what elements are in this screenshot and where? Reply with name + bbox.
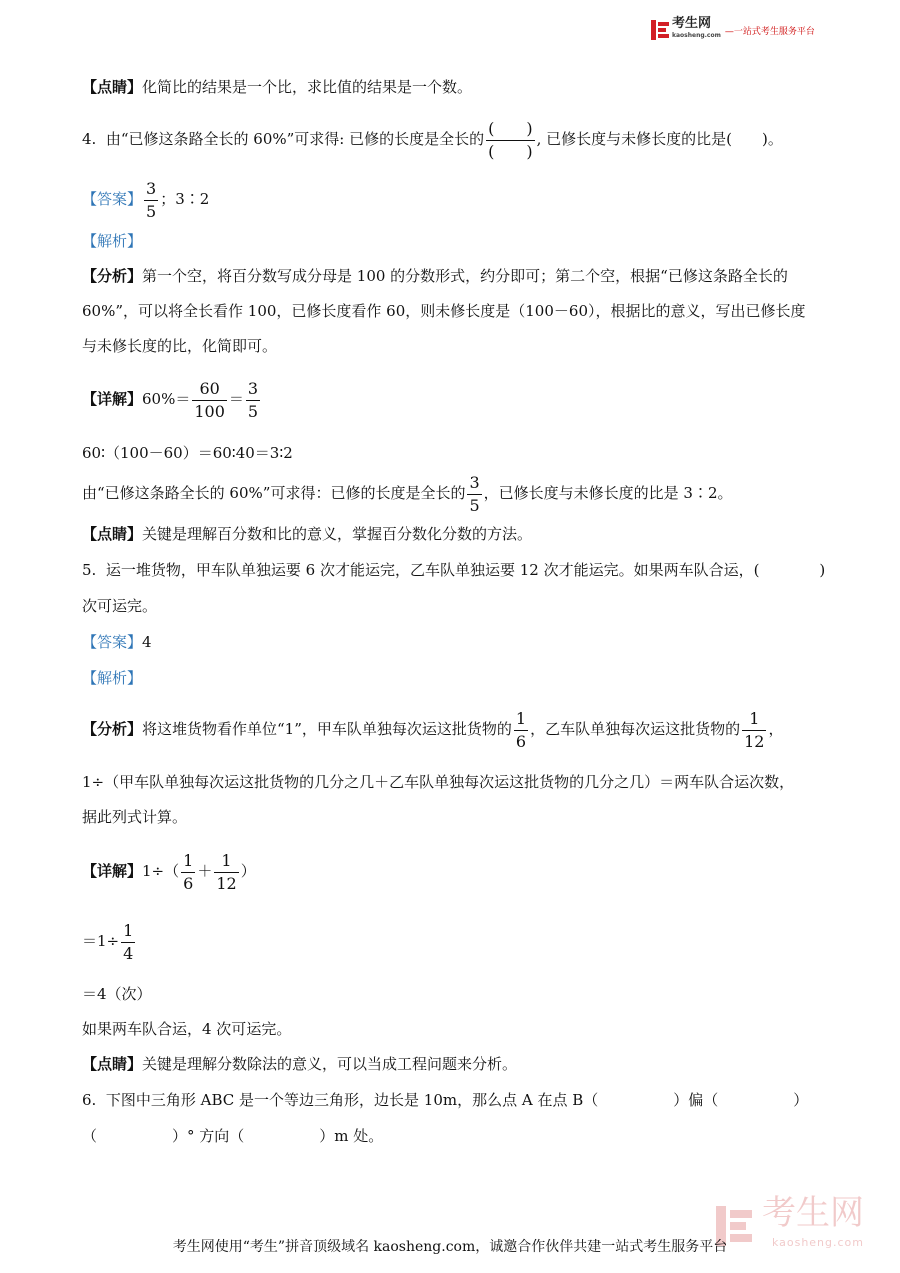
question-number: 4. xyxy=(82,130,97,148)
kaosheng-logo-icon xyxy=(651,20,669,40)
analysis-tag: 【分析】 xyxy=(82,267,143,285)
key-point-tag: 【点睛】 xyxy=(82,78,143,96)
q5-step-2 xyxy=(82,916,137,966)
question-text: 下图中三角形 ABC 是一个等边三角形，边长是 10m，那么点 A 在点 B（ ）偏（ ） xyxy=(105,1091,809,1109)
logo-domain: kaosheng.com xyxy=(672,32,721,39)
numerator: 1 xyxy=(221,850,232,870)
equals-sign: ＝ xyxy=(228,390,244,408)
blank-fraction xyxy=(486,118,535,161)
answer-numerator: 3 xyxy=(146,178,157,198)
question-5-line-1 xyxy=(82,560,825,580)
numerator: 1 xyxy=(123,920,134,940)
answer-fraction xyxy=(144,178,158,221)
analysis-text: 第一个空，将百分数写成分母是 100 的分数形式，约分即可；第二个空，根据“已修这条路全长的 xyxy=(142,267,788,285)
question-number: 6. xyxy=(82,1091,97,1109)
key-point-tag: 【点睛】 xyxy=(82,1055,143,1073)
question-5-line-2: 次可运完。 xyxy=(82,597,158,615)
q5-jiexi-tag: 【解析】 xyxy=(82,669,143,687)
q4-analysis-line-1 xyxy=(82,266,788,286)
fraction-1-6 xyxy=(514,708,528,751)
answer-denominator: 5 xyxy=(146,201,157,221)
denominator: 100 xyxy=(194,401,225,421)
conclusion-text: 由“已修这条路全长的 60%”可求得：已修的长度是全长的 xyxy=(82,484,466,502)
question-4 xyxy=(82,117,783,161)
detail-text: 1÷（ xyxy=(142,862,180,880)
q4-jiexi-tag: 【解析】 xyxy=(82,232,143,250)
question-text: 运一堆货物，甲车队单独运要 6 次才能运完，乙车队单独运要 12 次才能运完。如果两车队合运，( ) xyxy=(105,561,826,579)
question-number: 5. xyxy=(82,561,97,579)
header-logo xyxy=(651,18,815,42)
numerator: 1 xyxy=(183,850,194,870)
question-6-line-1 xyxy=(82,1090,808,1110)
q5-analysis-line-1 xyxy=(82,704,783,754)
fraction-3-5 xyxy=(246,378,260,421)
analysis-tag: 【分析】 xyxy=(82,720,143,738)
detail-tag: 【详解】 xyxy=(82,862,143,880)
answer-tag: 【答案】 xyxy=(82,190,143,208)
q4-answer xyxy=(82,177,209,221)
q5-analysis-line-2: 1÷（甲车队单独每次运这批货物的几分之几＋乙车队单独每次运这批货物的几分之几）＝两车队合运次数， xyxy=(82,773,795,791)
question-6-line-2: （ ）° 方向（ ）m 处。 xyxy=(82,1127,384,1145)
blank-numerator: ( ) xyxy=(488,118,533,138)
q5-step-3: ＝4（次） xyxy=(82,985,152,1003)
denominator: 12 xyxy=(744,731,765,751)
header-slogan: —一站式考生服务平台 xyxy=(724,26,815,37)
numerator: 3 xyxy=(469,472,480,492)
q5-detail xyxy=(82,846,256,896)
answer-tag: 【答案】 xyxy=(82,633,143,651)
denominator: 6 xyxy=(183,873,194,893)
fraction-1-4 xyxy=(121,920,135,963)
fraction-1-6 xyxy=(181,850,195,893)
analysis-text: ， xyxy=(768,720,784,738)
analysis-text: ，乙车队单独每次运这批货物的 xyxy=(530,720,741,738)
q4-conclusion xyxy=(82,470,733,516)
key-point-text: 关键是理解百分数和比的意义，掌握百分数化分数的方法。 xyxy=(142,525,533,543)
q5-analysis-line-3: 据此列式计算。 xyxy=(82,808,188,826)
q4-analysis-line-3: 与未修长度的比，化简即可。 xyxy=(82,337,278,355)
numerator: 60 xyxy=(199,378,220,398)
fraction-1-12 xyxy=(214,850,238,893)
numerator: 1 xyxy=(749,708,760,728)
denominator: 6 xyxy=(515,731,527,751)
logo-text: 考生网 kaosheng.com xyxy=(672,18,721,42)
q4-detail xyxy=(82,374,262,424)
q4-step-2: 60∶（100－60）＝60∶40＝3∶2 xyxy=(82,444,293,462)
watermark-domain: kaosheng.com xyxy=(771,1236,864,1249)
conclusion-fraction xyxy=(467,472,481,515)
denominator: 12 xyxy=(216,873,237,893)
question-text-tail: , 已修长度与未修长度的比是( )。 xyxy=(536,130,783,148)
fraction-1-12 xyxy=(742,708,766,751)
numerator: 1 xyxy=(515,708,527,728)
conclusion-tail: ，已修长度与未修长度的比是 3∶2。 xyxy=(483,484,733,502)
q5-conclusion: 如果两车队合运，4 次可运完。 xyxy=(82,1020,292,1038)
denominator: 5 xyxy=(247,401,259,421)
blank-denominator: ( ) xyxy=(488,141,533,161)
key-point-tag: 【点睛】 xyxy=(82,525,143,543)
q4-analysis-line-2: 60%”，可以将全长看作 100，已修长度看作 60，则未修长度是（100－60），根据比的意义，写出已修长度 xyxy=(82,302,806,320)
denominator: 4 xyxy=(123,943,134,963)
q4-key-point xyxy=(82,524,532,544)
answer-value: 4 xyxy=(142,633,152,651)
q5-answer xyxy=(82,632,152,652)
analysis-text: 将这堆货物看作单位“1”，甲车队单独每次运这批货物的 xyxy=(142,720,512,738)
page-footer: 考生网使用“考生”拼音顶级域名 kaosheng.com，诚邀合作伙伴共建一站式考生服务平台 xyxy=(172,1239,728,1255)
numerator: 3 xyxy=(247,378,259,398)
denominator: 5 xyxy=(469,495,480,515)
detail-tag: 【详解】 xyxy=(82,390,143,408)
question-text: 由“已修这条路全长的 60%”可求得: 已修的长度是全长的 xyxy=(105,130,485,148)
fraction-60-100 xyxy=(192,378,227,421)
q5-key-point xyxy=(82,1054,517,1074)
key-point-text: 化简比的结果是一个比，求比值的结果是一个数。 xyxy=(142,78,473,96)
answer-rest: ；3∶2 xyxy=(160,190,210,208)
key-point-text: 关键是理解分数除法的意义，可以当成工程问题来分析。 xyxy=(142,1055,518,1073)
watermark-text: 考生网 kaosheng.com xyxy=(762,1198,864,1258)
step-text: ＝1÷ xyxy=(82,932,120,950)
plus-sign: ＋ xyxy=(197,862,213,880)
detail-lhs: 60%＝ xyxy=(142,390,191,408)
detail-text: ） xyxy=(240,862,256,880)
prev-key-point xyxy=(82,77,472,97)
